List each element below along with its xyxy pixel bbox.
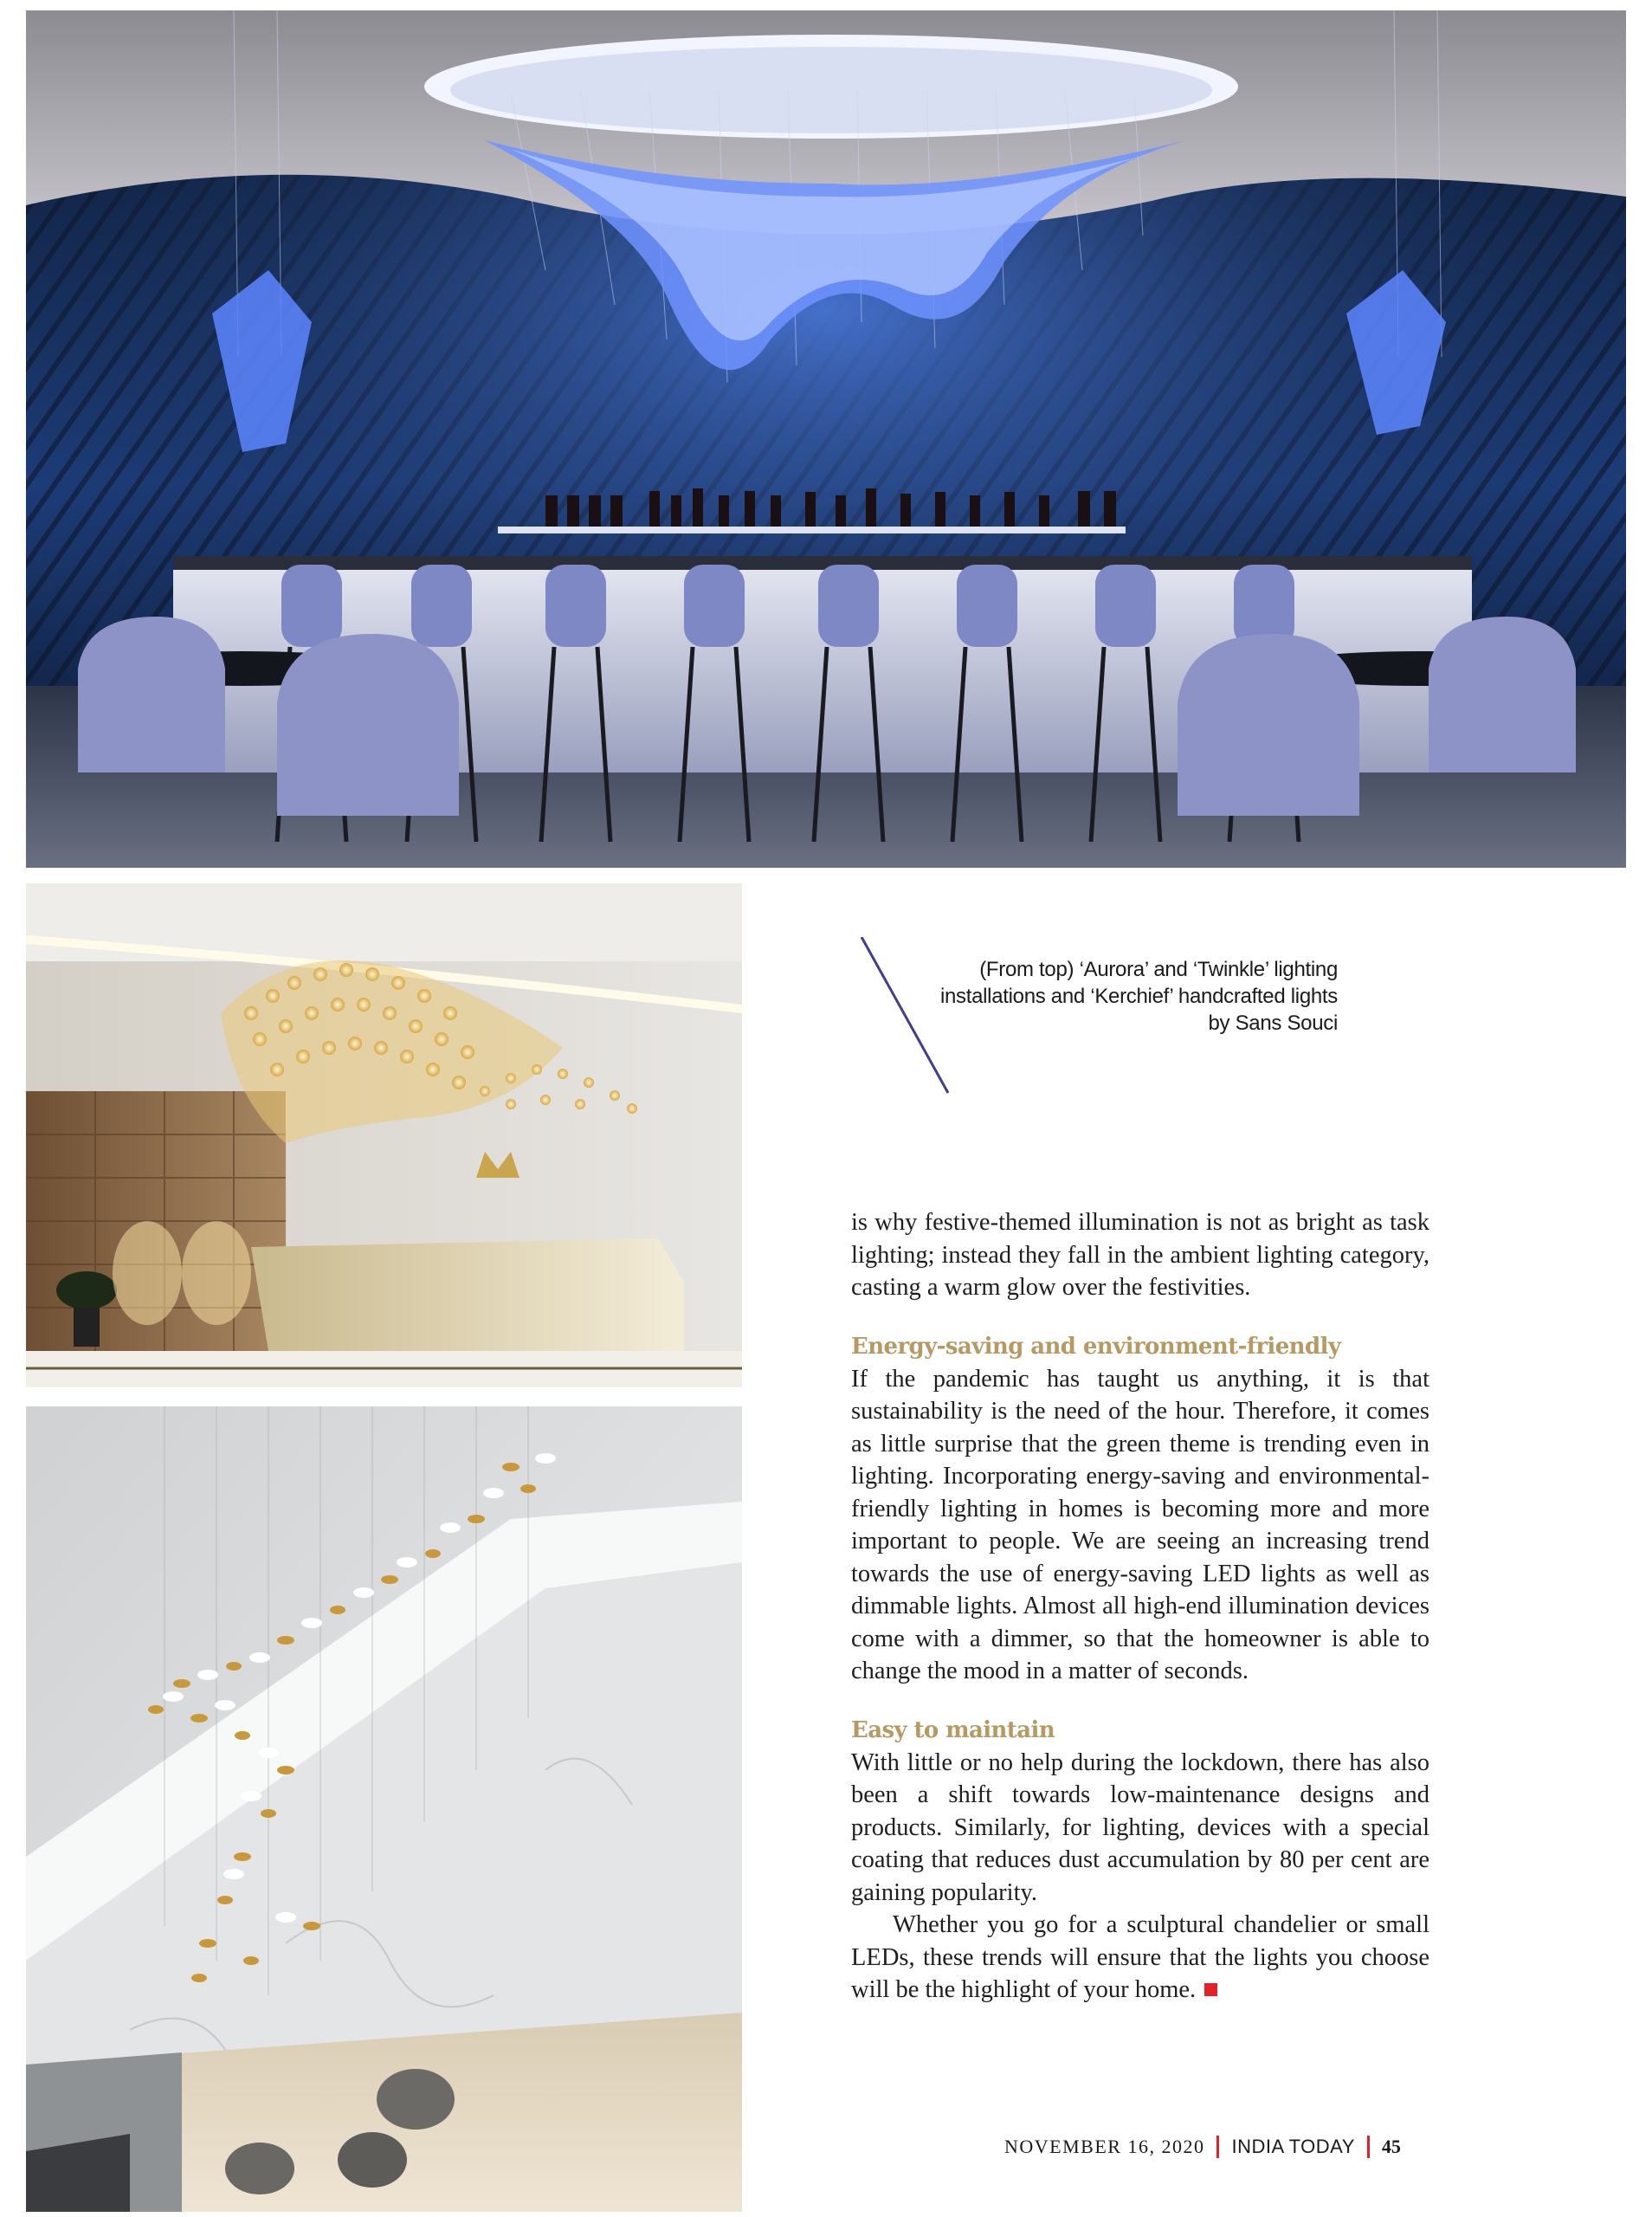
- photo-bar-chandelier: [26, 10, 1626, 868]
- closing-paragraph: [851, 1909, 1429, 2007]
- page-footer: [1004, 2132, 1401, 2162]
- page-number: 45: [1381, 2136, 1401, 2157]
- closing-paragraph-text: Whether you go for a sculptural chandelier or small LEDs, these trends will ensure that the lights you choose will be the highlight of your home.: [851, 1911, 1429, 2003]
- photo-stairwell-leaf-lights: [26, 1406, 742, 2212]
- footer-separator: [1367, 2136, 1370, 2158]
- section-heading-energy: Energy-saving and environment-friendly: [851, 1333, 1341, 1360]
- paragraph-energy: If the pandemic has taught us anything, it is that sustainability is the need of the hour. Therefore, it comes as little surprise that the green theme is trending even in lighting. Incorporating energy-saving and environmental-friendly lighting in homes is becoming more and more important to people. We are seeing an increasing trend towards the use of energy-saving LED lights as well as dimmable lights. Almost all high-end illumination devices come with a dimmer, so that the homeowner is able to change the mood in a matter of seconds.: [851, 1365, 1429, 1684]
- section-heading-maintain: Easy to maintain: [851, 1716, 1055, 1743]
- intro-paragraph: is why festive-themed illumination is not as bright as task lighting; instead they fall in the ambient lighting category, casting a warm glow over the festivities.: [851, 1209, 1429, 1301]
- photo-lobby-golden-lights: [26, 883, 742, 1387]
- article-end-mark-icon: [1204, 1983, 1217, 1996]
- article-body: [851, 1206, 1429, 2007]
- magazine-name: INDIA TODAY: [1231, 2136, 1355, 2157]
- photo-caption-block: [844, 937, 1381, 1102]
- issue-date: NOVEMBER 16, 2020: [1004, 2136, 1205, 2157]
- photo-caption: (From top) ‘Aurora’ and ‘Twinkle’ lighting installations and ‘Kerchief’ handcrafted lights by Sans Souci: [939, 958, 1338, 1035]
- footer-separator: [1216, 2136, 1219, 2158]
- paragraph-maintain: With little or no help during the lockdown, there has also been a shift towards low-maintenance designs and products. Similarly, for lighting, devices with a special coating that reduces dust accumulation by 80 per cent are gaining popularity.: [851, 1748, 1429, 1906]
